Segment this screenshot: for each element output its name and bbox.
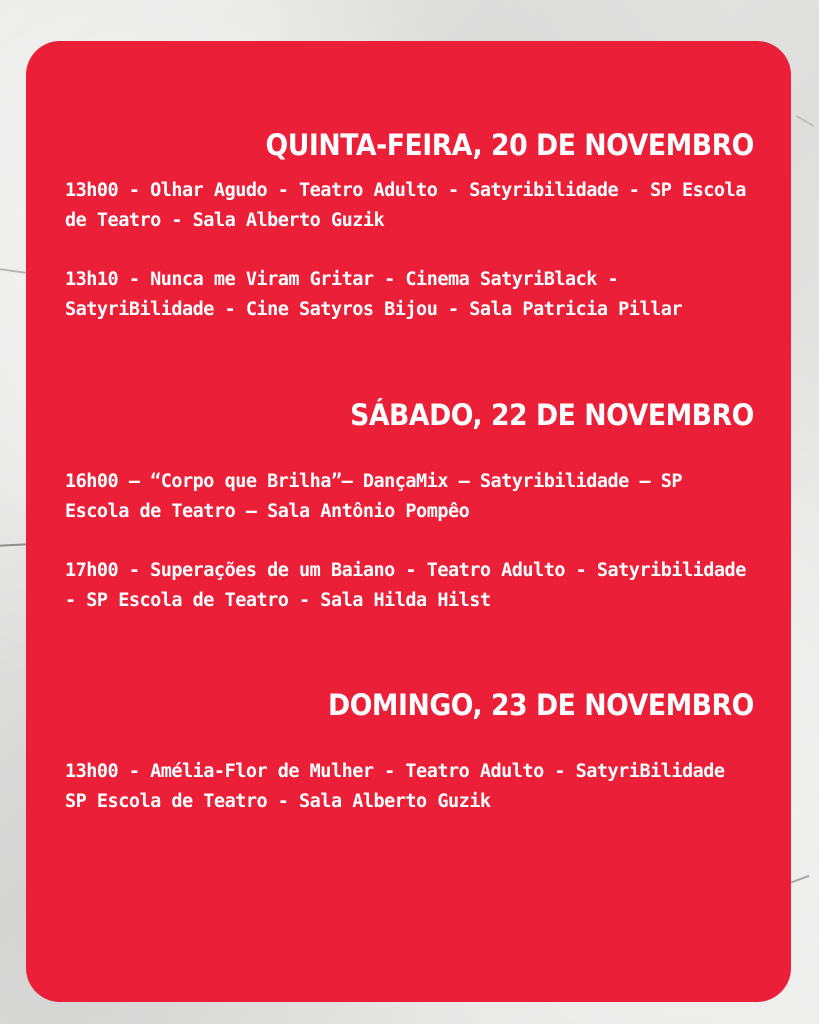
event-item: 17h00 - Superações de um Baiano - Teatro Adulto - Satyribilidade - SP Escola de Teatro - Sala Hilda Hilst bbox=[65, 560, 746, 611]
day-heading-thursday: QUINTA-FEIRA, 20 DE NOVEMBRO bbox=[265, 128, 754, 162]
event-item: 13h00 - Amélia-Flor de Mulher - Teatro Adulto - SatyriBilidade SP Escola de Teatro - Sala Alberto Guzik bbox=[65, 761, 725, 812]
background-crack bbox=[0, 543, 26, 546]
schedule-card bbox=[26, 41, 791, 1002]
event-item: 13h10 - Nunca me Viram Gritar - Cinema SatyriBlack - SatyriBilidade - Cine Satyros Bijou - Sala Patricia Pillar bbox=[65, 269, 683, 320]
day-heading-sunday: DOMINGO, 23 DE NOVEMBRO bbox=[328, 688, 754, 722]
event-item: 13h00 - Olhar Agudo - Teatro Adulto - Satyribilidade - SP Escola de Teatro - Sala Alberto Guzik bbox=[65, 180, 746, 231]
background-crack bbox=[0, 268, 26, 274]
background-crack bbox=[796, 115, 814, 127]
event-item: 16h00 — “Corpo que Brilha”— DançaMix — Satyribilidade — SP Escola de Teatro — Sala Antônio Pompêo bbox=[65, 471, 683, 522]
day-heading-saturday: SÁBADO, 22 DE NOVEMBRO bbox=[350, 398, 754, 432]
